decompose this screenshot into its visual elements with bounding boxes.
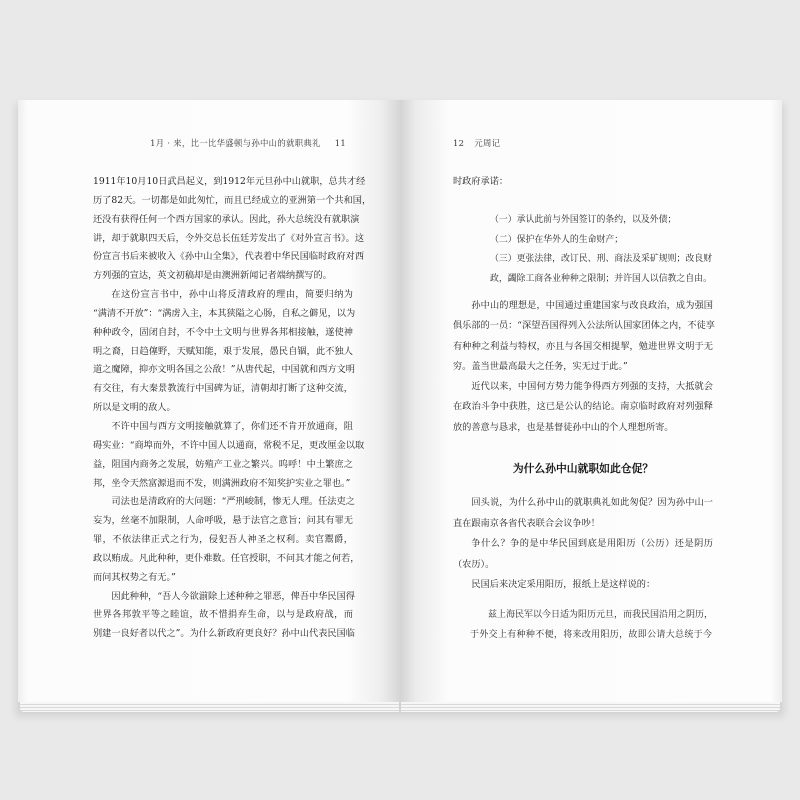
text-line: 在这份宣言书中，孙中山将反清政府的理由，简要归纳为 — [111, 289, 353, 301]
promise-item — [490, 211, 712, 231]
text-line: 讲，却于就职四天后，令外交总长伍廷芳发出了《对外宣言书》。这 — [93, 232, 365, 244]
text-line: 民国后来决定采用阳历，报纸上是这样说的： — [471, 579, 656, 590]
text-line: 政以贿成。凡此种种，更仆难数。任官授职，不问其才能之何若， — [93, 552, 360, 564]
promise-list — [490, 211, 712, 289]
paragraph — [453, 575, 713, 596]
text-line: （农历）。 — [453, 558, 495, 570]
text-line: 明之裔，日趋僿野，天赋知能，艰于发展，愚民自锢，此不独人 — [93, 345, 353, 357]
text-line: 而问其权势之有无。” — [93, 571, 176, 583]
text-line: 1911年10月10日武昌起义，到1912年元旦孙中山就职，总共才经 — [93, 176, 366, 187]
text-line: 罪，不依法律正式之行为，侵犯吾人神圣之权利。卖官鬻爵， — [93, 534, 353, 546]
right-page-body-upper — [453, 296, 713, 438]
left-running-head — [100, 137, 346, 149]
text-line: “满清不开放”：“满虏入主，本其狭隘之心肠，自私之僻见，以为 — [93, 307, 356, 319]
continuation-line — [453, 172, 713, 192]
text-line: 俱乐部的一员：“深望吾国得列入公法所认国家团体之内，不徒享 — [453, 320, 715, 332]
text-line: 所以是文明的敌人。 — [93, 402, 176, 414]
text-line: 世界各邦敦平等之睦谊，故不惜捐弃生命，以与是政府战，而 — [93, 609, 353, 621]
text-line: 政，蠲除工商各业种种之限制；并许国人以信教之自由。 — [490, 273, 712, 284]
page-number: 11 — [334, 138, 346, 148]
text-line: 种种政令，固闭自封，不令中土文明与世界各邦相接触，遂使神 — [93, 326, 353, 338]
text-line: 不许中国与西方文明接触就算了，你们还不肯开放通商，阻 — [111, 420, 353, 432]
text-line: 道之魔障，抑亦文明各国之公敌！”从唐代起，中国就和西方文明 — [93, 364, 355, 376]
paragraph — [453, 534, 713, 575]
right-page-body-lower — [453, 493, 713, 596]
text-line: （二）保护在华外人的生命财产； — [490, 234, 624, 245]
text-line: 妄为，丝毫不加限制，人命呼吸，悬于法官之意旨；问其有罪无 — [93, 515, 353, 527]
running-head-title: 1月 · 来，比一比华盛顿与孙中山的就职典礼 — [150, 138, 321, 148]
text-line: 在政治斗争中获胜，这已是公认的结论。南京临时政府对列强释 — [453, 401, 713, 413]
text-line: 益，阻国内商务之发展，妨殖产工业之繁兴。呜呼！中土繁庶之 — [93, 458, 353, 470]
right-running-head — [453, 137, 653, 149]
text-line: 碍实业：“商埠而外，不许中国人以通商，常税不足，更改厘金以取 — [93, 439, 365, 451]
left-page-body — [93, 173, 372, 644]
text-line: 历了82天。一切都是如此匆忙，而且已经成立的亚洲第一个共和国， — [93, 194, 372, 206]
text-line: 方列强的宣达，英文初稿却是由澳洲新闻记者端纳撰写的。 — [93, 270, 332, 282]
quote-line: 兹上海民军以今日适为阳历元旦，而我民国沿用之阴历， — [488, 610, 714, 620]
text-line: 有交往，有大秦景教流行中国碑为证，清朝却打断了这种交流， — [93, 383, 353, 395]
text-line: 份宣言书后来被收入《孙中山全集》，代表着中华民国临时政府对西 — [93, 251, 365, 263]
text-line: 穷。盖当世最高最大之任务，实无过于此。” — [453, 360, 628, 372]
text-line: 争什么？争的是中华民国到底是用阳历（公历）还是阴历 — [471, 538, 713, 549]
text-line: 直在跟南京各省代表联合会议争吵！ — [453, 517, 600, 529]
paragraph — [453, 377, 713, 438]
running-head-title: 元周记 — [474, 138, 501, 148]
text-line: （三）更张法律，改订民、刑、商法及采矿规则；改良财 — [490, 254, 712, 264]
text-line: （一）承认此前与外国签订的条约，以及外债； — [490, 215, 677, 225]
text-line: 别建一良好者以代之”。为什么新政府更良好？孙中山代表民国临 — [93, 628, 355, 640]
text-line: 邦，坐令天然富源退而不发，则满洲政府不知奖护实业之罪也。” — [93, 477, 351, 489]
quote-line: 于外交上有种种不便，将来改用阳历，故即公请大总统于今 — [470, 630, 712, 640]
text-line: 有种种之利益与特权，亦且与各国交相提挈，勉进世界文明于无 — [453, 340, 713, 352]
block-quote — [470, 605, 712, 645]
paragraph — [93, 493, 360, 587]
text-line: 回头说，为什么孙中山的就职典礼如此匆促？因为孙中山一 — [471, 497, 713, 508]
paragraph — [453, 493, 713, 534]
text-line: 因此种种，“吾人今欲湔除上述种种之罪恶，俾吾中华民国得 — [111, 590, 355, 602]
paragraph — [93, 286, 356, 418]
paragraph — [453, 296, 713, 377]
paragraph — [93, 588, 353, 645]
promise-item — [490, 250, 712, 289]
text-line: 司法也是清政府的大问题：“严刑峻制，惨无人理。任法吏之 — [111, 496, 355, 508]
text-line: 放的善意与恳求，也是基督徒孙中山的个人理想所寄。 — [453, 421, 674, 433]
text-line: 还没有获得任何一个西方国家的承认。因此，孙大总统没有就职演 — [93, 213, 360, 225]
page-number: 12 — [453, 138, 465, 148]
text-line: 时政府承诺： — [453, 176, 509, 187]
text-line: 孙中山的理想是，中国通过重建国家与改良政治，成为强国 — [471, 300, 713, 311]
section-heading: 为什么孙中山就职如此仓促？ — [512, 462, 654, 475]
text-line: 近代以来，中国何方势力能争得西方列强的支持，大抵就会 — [471, 381, 713, 393]
paragraph — [93, 418, 365, 493]
paragraph — [93, 173, 372, 286]
promise-item — [490, 231, 712, 251]
